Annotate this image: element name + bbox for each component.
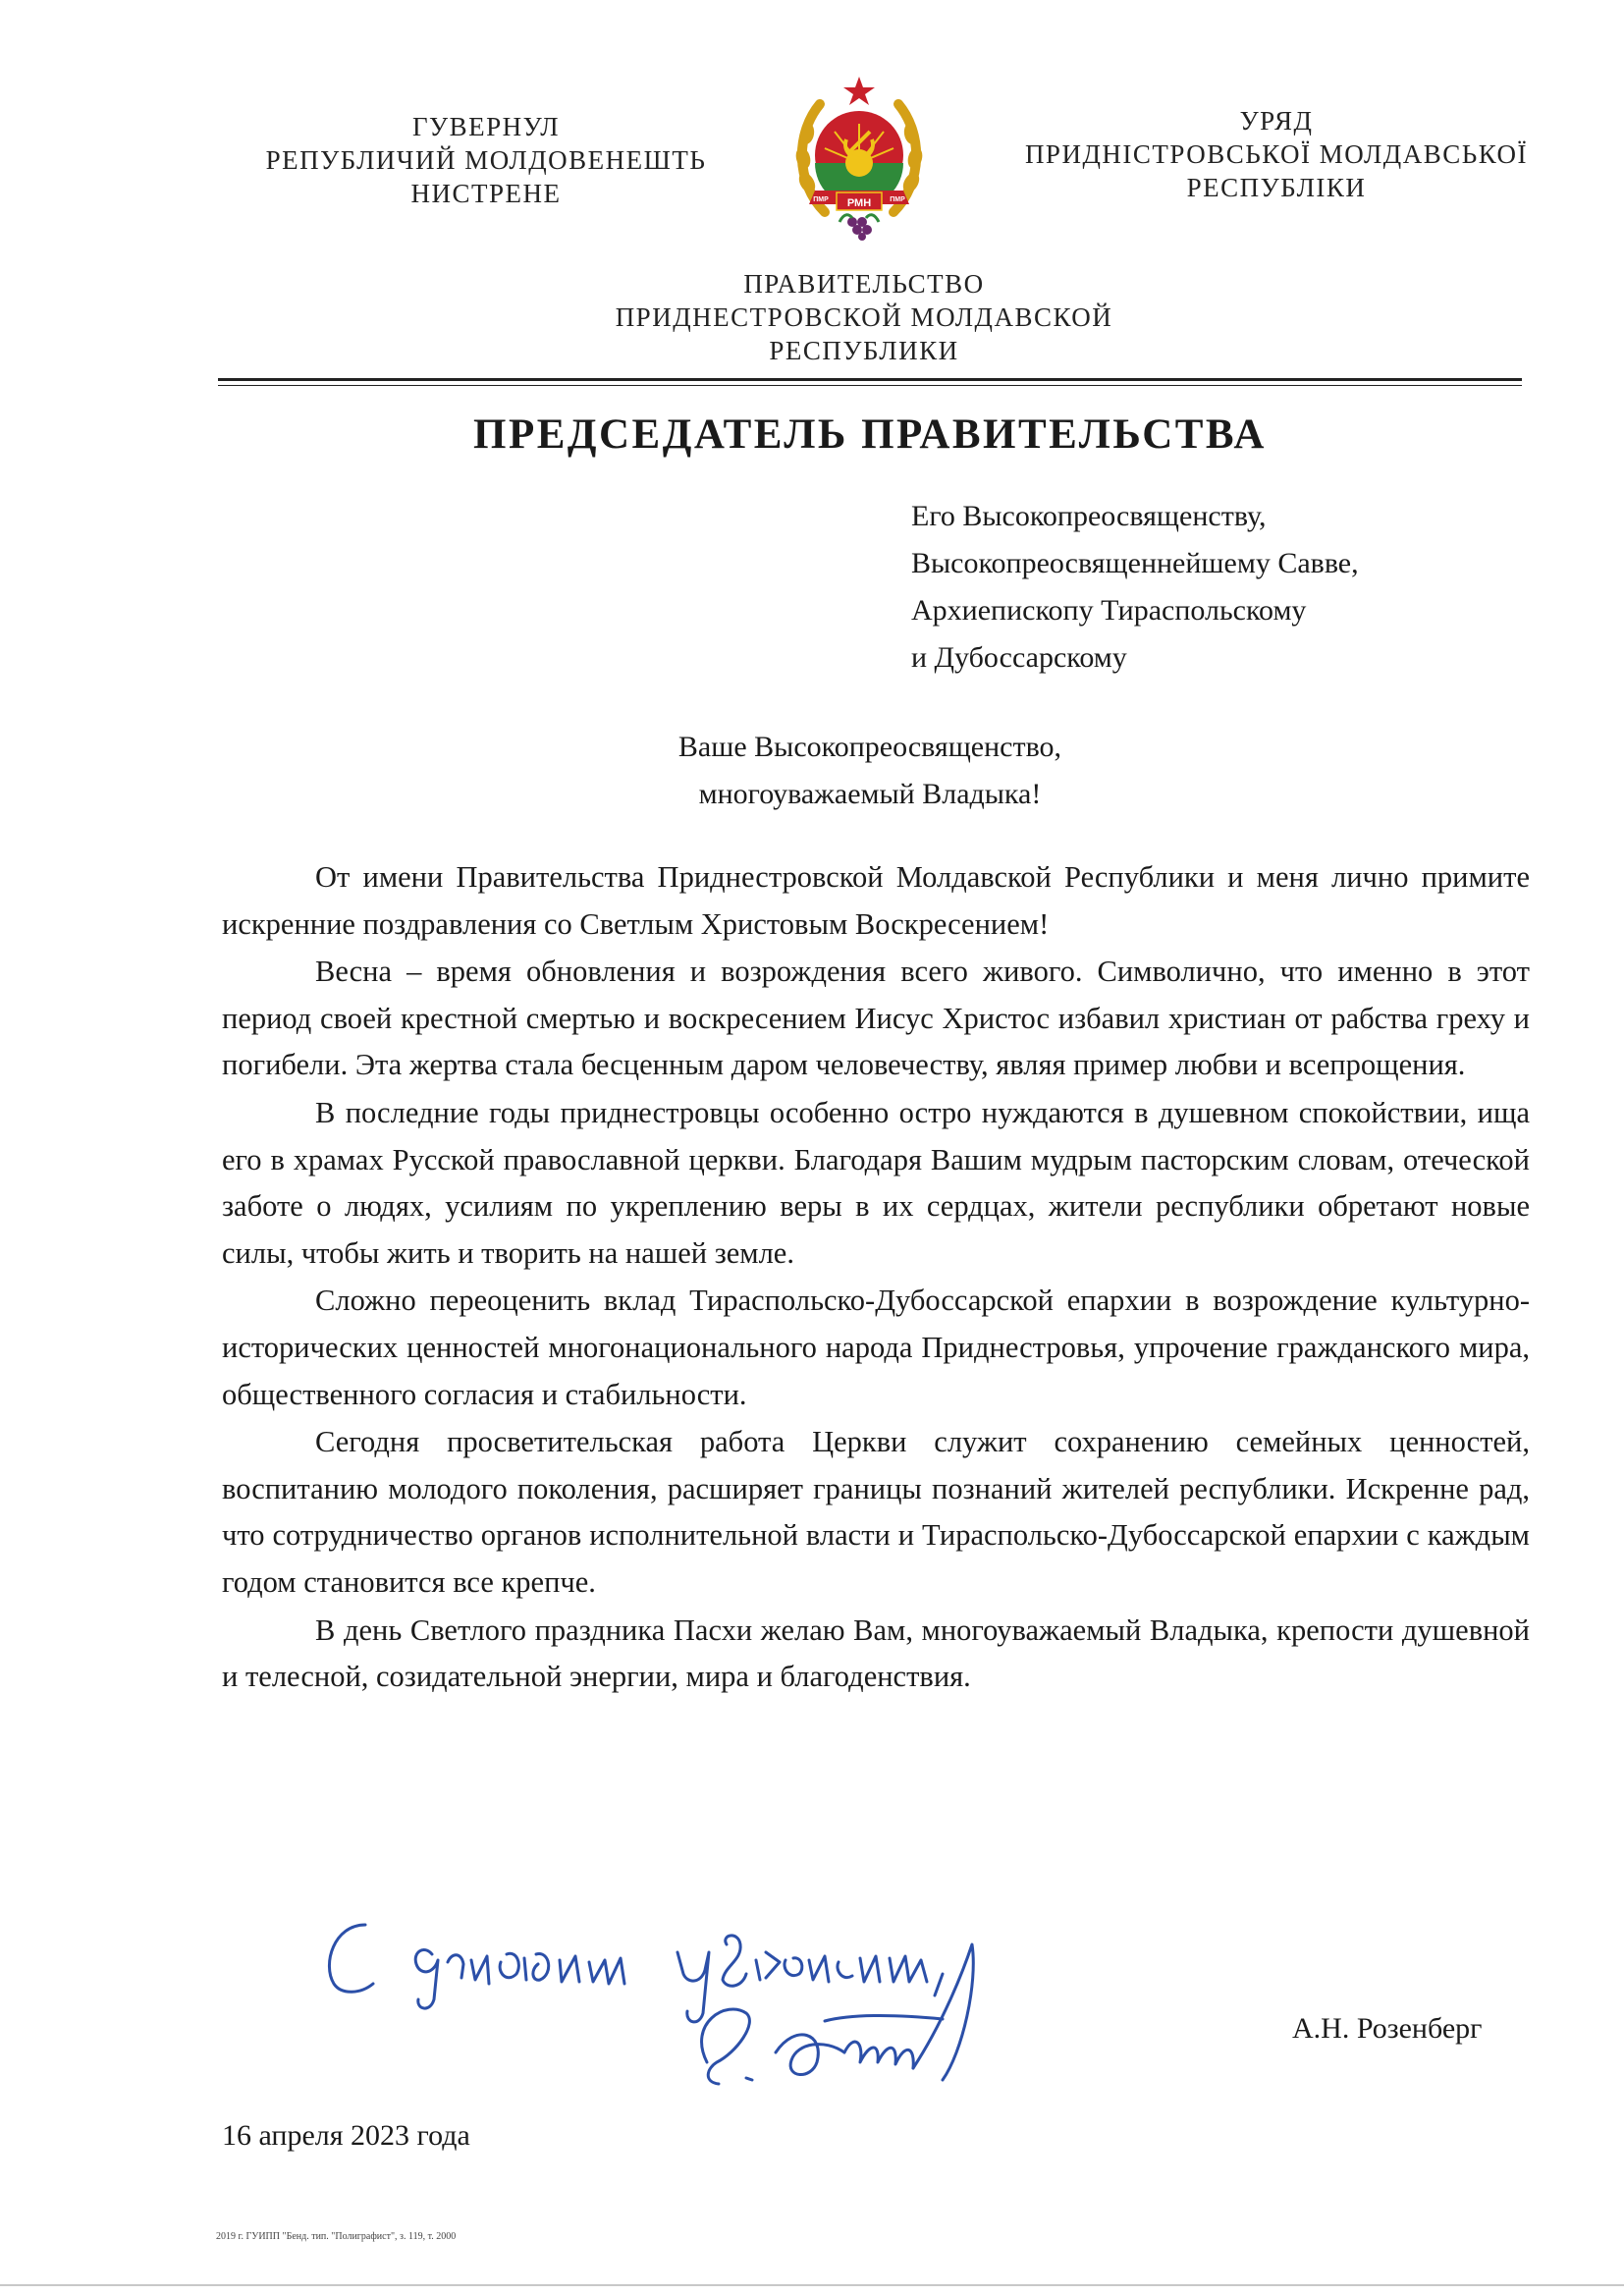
addressee-line-1: Его Высокопреосвященству, — [911, 500, 1267, 532]
letter-date: 16 апреля 2023 года — [222, 2119, 470, 2152]
emblem-ribbon-center-text: РМН — [846, 197, 872, 209]
header-russian-line-3: РЕСПУБЛИКИ — [769, 336, 959, 365]
addressee-line-2: Высокопреосвященнейшему Савве, — [911, 547, 1359, 579]
body-paragraph: Сегодня просветительская работа Церкви служит сохранению семейных ценностей, воспитанию молодого поколения, расширяет границы познаний жителей республики. Искренне рад, что сотрудничество органов исполнительной власти и Тираспольско-Дубоссарской епархии с каждым годом становится все крепче. — [222, 1425, 1530, 1599]
header-divider-thick — [218, 378, 1522, 381]
header-ukrainian-line-3: РЕСПУБЛІКИ — [1186, 173, 1367, 202]
body-paragraph: В последние годы приднестровцы особенно остро нуждаются в душевном спокойствии, ища его в храмах Русской православной церкви. Благодаря Вашим мудрым пасторским словам, отеческой заботе о людях, усилиям по укреплению веры в их сердцах, жители республики обретают новые силы, чтобы жить и творить на нашей земле. — [222, 1095, 1530, 1270]
document-title: ПРЕДСЕДАТЕЛЬ ПРАВИТЕЛЬСТВА — [473, 411, 1267, 458]
addressee-block — [911, 493, 1359, 682]
body-paragraph: Сложно переоценить вклад Тираспольско-Дубоссарской епархии в возрождение культурно-исторических ценностей многонационального народа Приднестровья, упрочение гражданского мира, общественного согласия и стабильности. — [222, 1284, 1530, 1411]
header-russian-line-1: ПРАВИТЕЛЬСТВО — [743, 269, 985, 299]
addressee-line-4: и Дубоссарскому — [911, 641, 1127, 674]
salutation-line-2: многоуважаемый Владыка! — [698, 778, 1042, 810]
body-paragraph: От имени Правительства Приднестровской Молдавской Республики и меня лично примите искренние поздравления со Светлым Христовым Воскресением! — [222, 860, 1530, 941]
body-paragraph: Весна – время обновления и возрождения всего живого. Символично, что именно в этот период своей крестной смертью и воскресением Иисус Христос избавил христиан от рабства греху и погибели. Эта жертва стала бесценным даром человечеству, являя пример любви и всепрощения. — [222, 955, 1530, 1082]
handwritten-signature-icon — [314, 1905, 1257, 2102]
header-moldovan-line-3: НИСТРЕНЕ — [410, 179, 562, 208]
letter-body — [222, 854, 1530, 1702]
emblem-ribbon-right-text: ПМР — [890, 196, 905, 203]
header-divider-thin — [218, 385, 1522, 386]
header-ukrainian — [982, 104, 1571, 204]
body-paragraph: В день Светлого праздника Пасхи желаю Вам, многоуважаемый Владыка, крепости душевной и телесной, созидательной энергии, мира и благоденствия. — [222, 1613, 1530, 1694]
addressee-line-3: Архиепископу Тираспольскому — [911, 594, 1307, 627]
salutation — [218, 724, 1522, 818]
header-russian-line-2: ПРИДНЕСТРОВСКОЙ МОЛДАВСКОЙ — [615, 302, 1113, 332]
signer-name: А.Н. Розенберг — [1292, 2012, 1483, 2045]
emblem-ribbon-left-text: ПМР — [813, 196, 829, 203]
header-moldovan-line-2: РЕПУБЛИЧИЙ МОЛДОВЕНЕШТЬ — [265, 145, 707, 175]
state-emblem-icon — [785, 75, 933, 242]
header-moldovan-line-1: ГУВЕРНУЛ — [411, 112, 561, 141]
print-info: 2019 г. ГУИПП "Бенд. тип. "Полиграфист", з. 119, т. 2000 — [216, 2231, 457, 2242]
header-moldovan — [255, 110, 717, 210]
header-ukrainian-line-1: УРЯД — [1239, 106, 1314, 136]
header-ukrainian-line-2: ПРИДНІСТРОВСЬКОЇ МОЛДАВСЬКОЇ — [1024, 139, 1529, 169]
salutation-line-1: Ваше Высокопреосвященство, — [677, 731, 1062, 763]
header-russian — [550, 267, 1178, 367]
page-bottom-edge — [0, 2284, 1624, 2286]
